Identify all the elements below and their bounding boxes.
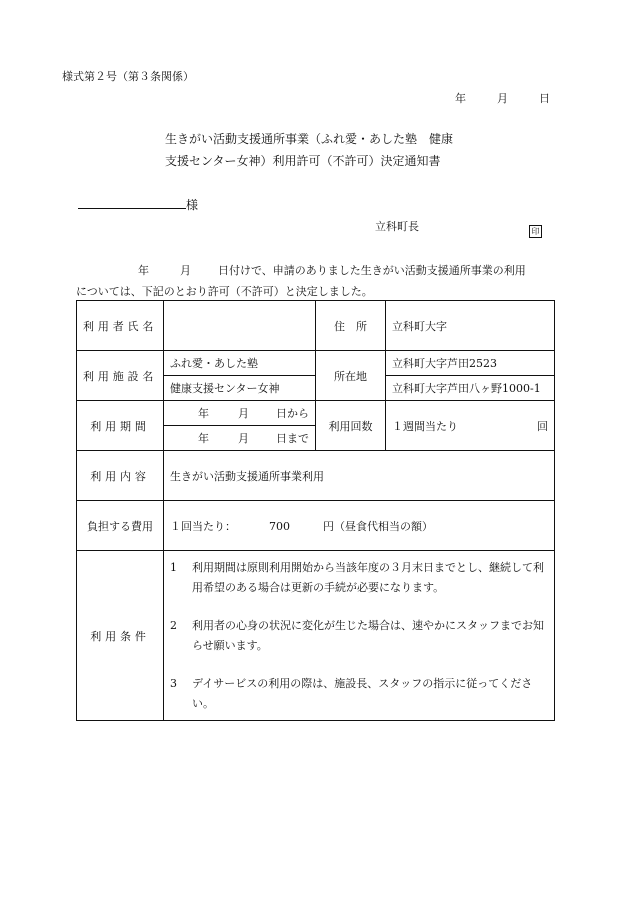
issue-date-year: 年	[455, 92, 466, 105]
row-content	[77, 451, 555, 501]
issue-date-day: 日	[539, 92, 550, 105]
issue-date	[455, 90, 550, 106]
facility-1: ふれ愛・あした塾	[164, 351, 316, 376]
period-label: 利用期間	[77, 401, 164, 451]
period-from-suffix: 日から	[276, 407, 309, 420]
count-suffix: 回	[537, 419, 548, 433]
period-from	[164, 401, 316, 426]
body-year: 年	[138, 264, 149, 277]
location-2: 立科町大字芦田八ヶ野1000-1	[386, 376, 555, 401]
condition-item	[170, 616, 548, 656]
condition-number: 2	[170, 618, 177, 632]
count-value	[386, 401, 555, 451]
condition-number: 3	[170, 676, 177, 690]
count-label: 利用回数	[316, 401, 386, 451]
title-line-1: 生きがい活動支援通所事業（ふれ愛・あした塾 健康	[165, 132, 454, 146]
row-cost	[77, 501, 555, 551]
period-to	[164, 426, 316, 451]
condition-number: 1	[170, 560, 177, 574]
period-from-month: 月	[238, 407, 249, 420]
conditions-label: 利用条件	[77, 551, 164, 721]
user-name-label: 利用者氏名	[77, 301, 164, 351]
facility-label: 利用施設名	[77, 351, 164, 401]
condition-text: デイサービスの利用の際は、施設長、スタッフの指示に従ってください。	[192, 676, 533, 710]
period-to-year: 年	[198, 432, 209, 445]
address-label: 住 所	[316, 301, 386, 351]
content-label: 利用内容	[77, 451, 164, 501]
issuer-seal	[529, 219, 542, 238]
row-user-name	[77, 301, 555, 351]
seal-icon: 印	[529, 225, 542, 238]
condition-item	[170, 674, 548, 714]
location-label: 所在地	[316, 351, 386, 401]
content-value: 生きがい活動支援通所事業利用	[164, 451, 555, 501]
addressee	[78, 196, 198, 213]
cost-prefix: １回当たり：	[170, 519, 236, 533]
details-table	[76, 300, 555, 721]
issuer-name: 立科町長	[375, 220, 419, 233]
addressee-suffix: 様	[186, 198, 199, 212]
cost-value	[164, 501, 555, 551]
document-title	[165, 128, 453, 172]
addressee-blank-line	[78, 196, 186, 209]
condition-text: 利用者の心身の状況に変化が生じた場合は、速やかにスタッフまでお知らせ願います。	[192, 618, 544, 652]
cost-label: 負担する費用	[77, 501, 164, 551]
condition-item	[170, 558, 548, 598]
location-1: 立科町大字芦田2523	[386, 351, 555, 376]
body-line-2: については、下記のとおり許可（不許可）と決定しました。	[76, 285, 373, 298]
row-period-1	[77, 401, 555, 426]
form-number: 様式第２号（第３条関係）	[62, 70, 194, 83]
issue-date-month: 月	[497, 92, 508, 105]
facility-2: 健康支援センター女神	[164, 376, 316, 401]
user-name-value	[164, 301, 316, 351]
cost-suffix: 円（昼食代相当の額）	[323, 519, 433, 533]
period-to-month: 月	[238, 432, 249, 445]
body-date-rest: 日付けで、申請のありました生きがい活動支援通所事業の利用	[218, 264, 526, 277]
cost-amount: 700	[269, 519, 290, 533]
title-line-2: 支援センター女神）利用許可（不許可）決定通知書	[165, 154, 441, 168]
period-to-suffix: 日まで	[276, 432, 309, 445]
count-prefix: １週間当たり	[392, 419, 458, 433]
body-month: 月	[180, 264, 191, 277]
row-conditions	[77, 551, 555, 721]
period-from-year: 年	[198, 407, 209, 420]
address-value: 立科町大字	[386, 301, 555, 351]
condition-text: 利用期間は原則利用開始から当該年度の３月末日までとし、継続して利用希望のある場合は更新の手続が必要になります。	[192, 560, 544, 594]
body-line-1	[138, 262, 526, 278]
row-facility-1	[77, 351, 555, 376]
conditions-list	[164, 551, 555, 721]
